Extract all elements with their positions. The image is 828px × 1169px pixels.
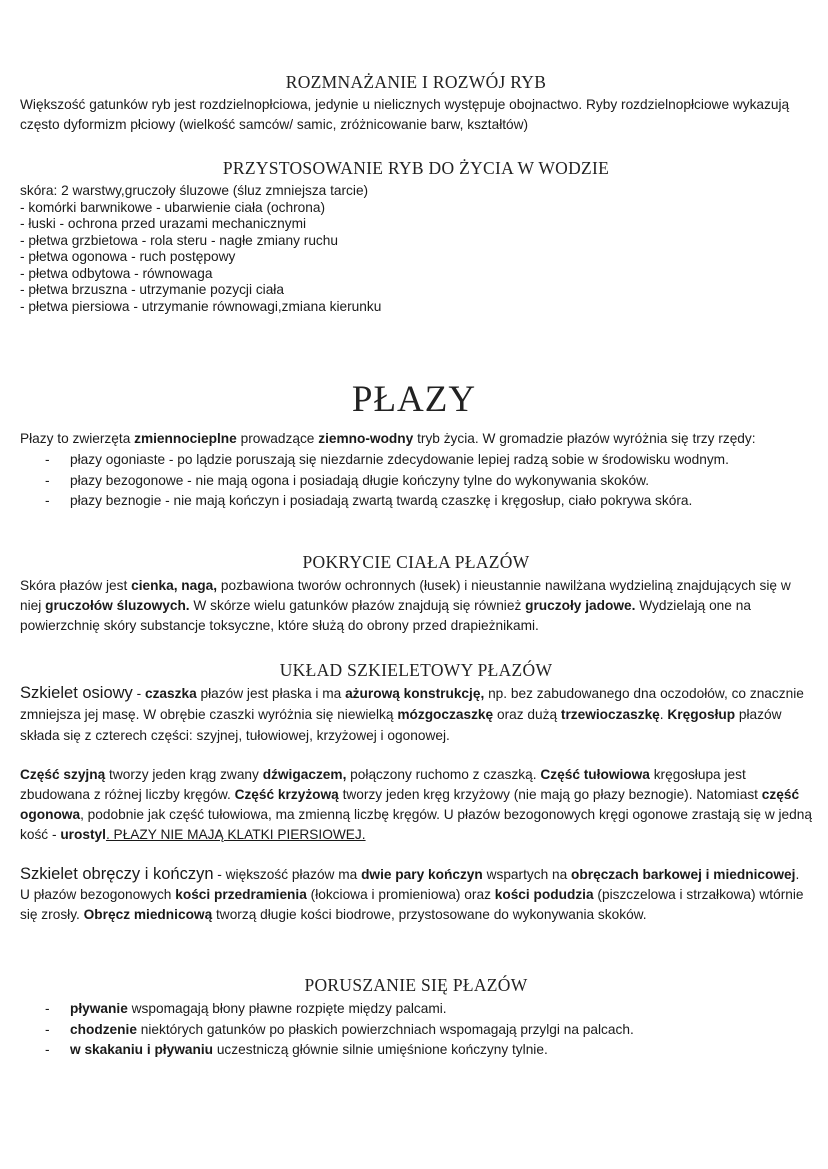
paragraph: Część szyjną tworzy jeden krąg zwany dźwigaczem, połączony ruchomo z czaszką. Część tułowiowa kręgosłupa jest zbudowana z różnej liczby kręgów. Część krzyżową tworzy jeden kręg krzyżowy (nie mają go płazy beznogie). Natomiast część ogonowa, podobnie jak część tułowiowa, ma zmienną liczbę kręgów. U płazów bezogonowych kręgi ogonowe zrastają się w jedną kość - urostyl. PŁAZY NIE MAJĄ KLATKI PIERSIOWEJ. — [20, 767, 812, 842]
list-item: - chodzenie niektórych gatunków po płaskich powierzchniach wspomagają przylgi na palcach. — [45, 1021, 634, 1037]
section-movement — [20, 975, 812, 1061]
list-line: - płetwa grzbietowa - rola steru - nagłe zmiany ruchu — [20, 232, 338, 248]
list-item: - pływanie wspomagają błony pławne rozpięte między palcami. — [45, 1001, 447, 1016]
list-line: - płetwa odbytowa - równowaga — [20, 265, 213, 281]
list-line: - płetwa brzuszna - utrzymanie pozycji ciała — [20, 282, 284, 297]
list-item: - płazy beznogie - nie mają kończyn i posiadają zwartą twardą czaszkę i kręgosłup, ciało pokrywa skóra. — [45, 493, 693, 508]
orders-list — [20, 450, 812, 512]
list-line: - komórki barwnikowe - ubarwienie ciała (ochrona) — [20, 199, 326, 215]
paragraph: Szkielet osiowy - czaszka płazów jest płaska i ma ażurową konstrukcję, np. bez zabudowanego dna oczodołów, co znacznie zmniejsza jej masę. W obrębie czaszki wyróżnia się niewielką mózgoczaszkę oraz dużą trzewioczaszkę. Kręgosłup płazów składa się z czterech części: szyjnej, tułowiowej, krzyżowej i ogonowej. — [20, 684, 804, 743]
paragraph: Szkielet obręczy i kończyn - większość płazów ma dwie pary kończyn wspartych na obręczach barkowej i miednicowej. U płazów bezogonowych kości przedramienia (łokciowa i promieniowa) oraz kości podudzia (piszczelowa i strzałkowa) wtórnie się zrosły. Obręcz miednicową tworzą długie kości biodrowe, przystosowane do wykonywania skoków. — [20, 865, 804, 922]
list-line: skóra: 2 warstwy,gruczoły śluzowe (śluz zmniejsza tarcie) — [20, 183, 369, 198]
section-title: PRZYSTOSOWANIE RYB DO ŻYCIA W WODZIE — [222, 158, 610, 178]
list-line: - płetwa ogonowa - ruch postępowy — [20, 249, 236, 264]
section-fish-adaptation — [20, 158, 812, 315]
section-skin — [20, 552, 812, 636]
section-title: POKRYCIE CIAŁA PŁAZÓW — [302, 552, 530, 572]
section-title: PORUSZANIE SIĘ PŁAZÓW — [304, 975, 528, 995]
list-item: - w skakaniu i pływaniu uczestniczą głównie silnie umięśnione kończyny tylnie. — [45, 1042, 548, 1057]
list-line: - łuski - ochrona przed urazami mechanicznymi — [20, 216, 307, 231]
paragraph: Płazy to zwierzęta zmiennocieplne prowadzące ziemno-wodny tryb życia. W gromadzie płazów wyróżnia się trzy rzędy: — [20, 431, 756, 446]
section-amphibians-intro — [20, 429, 812, 512]
list-line: - płetwa piersiowa - utrzymanie równowagi,zmiana kierunku — [20, 298, 382, 314]
paragraph: Większość gatunków ryb jest rozdzielnopłciowa, jedynie u nielicznych występuje obojnactwo. Ryby rozdzielnopłciowe wykazują często dyformizm płciowy (wielkość samców/ samic, zróżnicowanie barw, kształtów) — [20, 97, 790, 132]
section-fish-reproduction — [20, 72, 812, 135]
list-item: - płazy bezogonowe - nie mają ogona i posiadają długie kończyny tylne do wykonywania skoków. — [45, 472, 650, 488]
section-title: UKŁAD SZKIELETOWY PŁAZÓW — [279, 660, 553, 680]
section-title: ROZMNAŻANIE I ROZWÓJ RYB — [285, 72, 547, 92]
section-skeleton — [20, 660, 812, 925]
page-title: PŁAZY — [351, 379, 477, 420]
list-item: - płazy ogoniaste - po lądzie poruszają się niezdarnie zdecydowanie lepiej radzą sobie w środowisku wodnym. — [45, 452, 729, 467]
paragraph: Skóra płazów jest cienka, naga, pozbawiona tworów ochronnych (łusek) i nieustannie nawilżana wydzieliną znajdujących się w niej gruczołów śluzowych. W skórze wielu gatunków płazów znajdują się również gruczoły jadowe. Wydzielają one na powierzchnię skóry substancje toksyczne, które służą do obrony przed drapieżnikami. — [20, 578, 791, 633]
movement-list — [20, 999, 812, 1061]
